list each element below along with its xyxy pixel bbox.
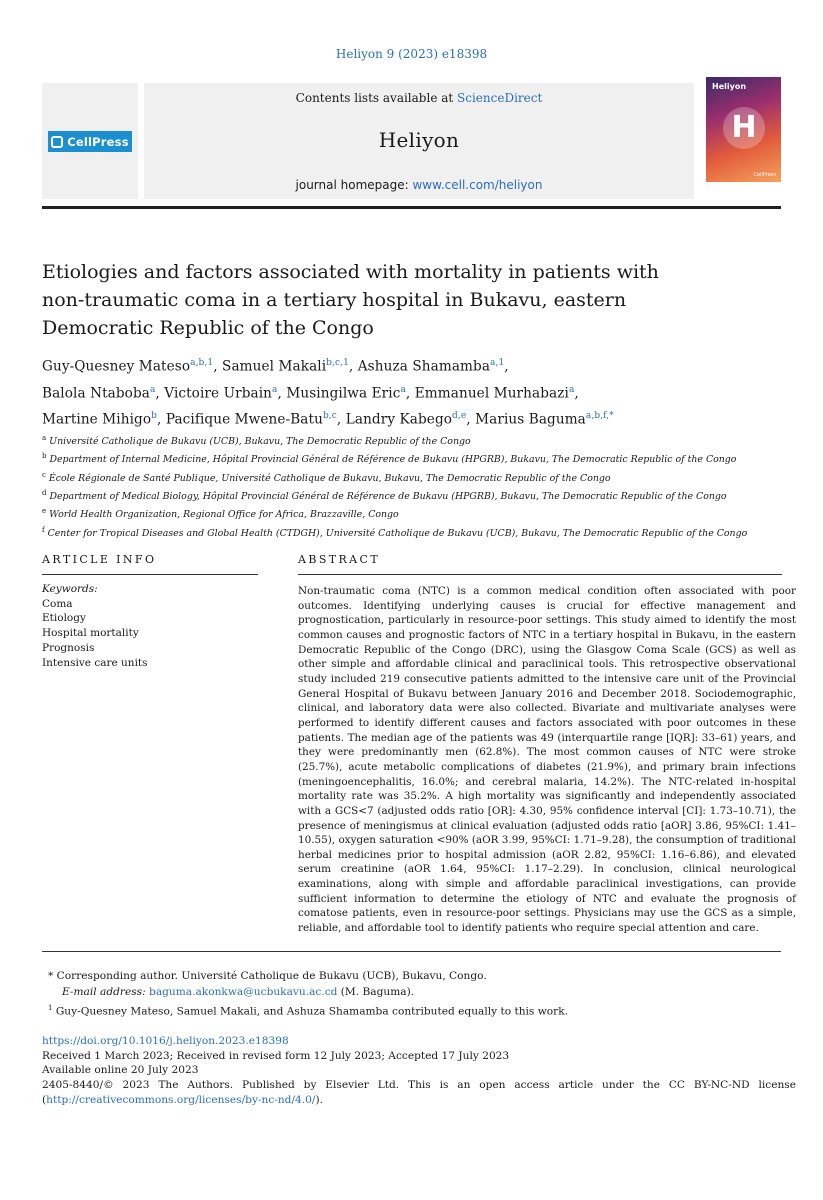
title-line: Etiologies and factors associated with mortality in patients with <box>42 261 659 283</box>
corresponding-author-note <box>48 968 768 984</box>
affiliation-key: c <box>42 470 46 479</box>
keyword: Intensive care units <box>42 656 148 669</box>
abstract-heading: ABSTRACT <box>298 553 381 566</box>
paren-open: ( <box>42 1093 47 1106</box>
author-line: Guy-Quesney Mateso$^{a,b,1}$, Samuel Makali$^{b,c,1}$, Ashuza Shamamba$^{a,1}$, <box>42 358 509 375</box>
corresponding-text: Corresponding author. Université Catholique de Bukavu (UCB), Bukavu, Congo. <box>56 970 487 982</box>
title-line: non-traumatic coma in a tertiary hospital in Bukavu, eastern <box>42 289 627 311</box>
doi-link[interactable]: https://doi.org/10.1016/j.heliyon.2023.e18398 <box>42 1035 289 1047</box>
license-line: 2405-8440/© 2023 The Authors. Published by Elsevier Ltd. This is an open access article under the CC BY-NC-ND license <box>42 1079 796 1092</box>
journal-citation-link[interactable]: Heliyon 9 (2023) e18398 <box>335 47 488 61</box>
author-affiliation-marks[interactable]: a <box>272 384 278 395</box>
author-affiliation-marks[interactable]: b,c <box>322 411 337 422</box>
contents-line <box>144 91 694 105</box>
equal-contribution-note <box>48 1000 768 1020</box>
cellpress-mark-icon <box>51 136 63 148</box>
email-label: E-mail address: <box>62 986 146 998</box>
footnote-mark: * <box>48 970 54 982</box>
abstract-divider <box>298 574 782 575</box>
author-name[interactable]: Pacifique Mwene-Batu <box>165 411 323 428</box>
homepage-link[interactable]: www.cell.com/heliyon <box>412 178 543 192</box>
author-affiliation-marks[interactable]: b,c,1 <box>326 358 349 368</box>
article-title <box>42 258 782 342</box>
keyword: Hospital mortality <box>42 627 139 640</box>
sciencedirect-link[interactable]: ScienceDirect <box>457 91 543 105</box>
cellpress-logo-text: CellPress <box>67 134 129 149</box>
affiliation <box>42 486 787 504</box>
email-link[interactable]: baguma.akonkwa@ucbukavu.ac.cd <box>149 986 338 998</box>
affiliation-key: a <box>42 434 47 442</box>
equal-contribution-text: Guy-Quesney Mateso, Samuel Makali, and Ashuza Shamamba contributed equally to this work. <box>55 1005 569 1018</box>
author-line: Balola Ntaboba$^a$, Victoire Urbain$^a$, Musingilwa Eric$^a$, Emmanuel Murhabazi$^a$, <box>42 384 579 402</box>
author-name[interactable]: Martine Mihigo <box>42 411 152 428</box>
homepage-line <box>144 178 694 192</box>
author-name[interactable]: Emmanuel Murhabazi <box>414 385 569 402</box>
journal-info-panel <box>144 83 694 199</box>
paren-close: ). <box>315 1093 323 1106</box>
author-name[interactable]: Victoire Urbain <box>164 385 273 402</box>
affiliation <box>42 449 787 467</box>
footnotes <box>48 968 768 1020</box>
affiliation <box>42 431 787 449</box>
email-note <box>48 984 768 1000</box>
author-name[interactable]: Musingilwa Eric <box>286 385 401 402</box>
article-metadata <box>42 1034 796 1108</box>
author-affiliation-marks[interactable]: a <box>568 384 575 395</box>
cover-title: Heliyon <box>712 82 747 91</box>
journal-cover-image <box>706 77 781 182</box>
cellpress-logo[interactable] <box>48 131 132 152</box>
author-name[interactable]: Guy-Quesney Mateso <box>42 358 191 375</box>
author-affiliation-marks[interactable]: a <box>400 384 406 395</box>
header-divider <box>42 206 781 209</box>
affiliation-list <box>42 431 787 541</box>
author-name[interactable]: Ashuza Shamamba <box>357 358 491 375</box>
title-line: Democratic Republic of the Congo <box>42 317 374 339</box>
online-date: Available online 20 July 2023 <box>42 1064 199 1077</box>
author-affiliation-marks[interactable]: a,1 <box>490 358 505 368</box>
keywords-label: Keywords: <box>42 583 98 595</box>
journal-name: Heliyon <box>378 128 460 152</box>
article-info-heading: ARTICLE INFO <box>42 553 157 566</box>
footnote-divider <box>42 951 781 952</box>
email-suffix: (M. Baguma). <box>340 986 415 998</box>
affiliation-text: Department of Internal Medicine, Hôpital Provincial Général de Référence de Bukavu (HPGRB), Bukavu, The Democratic Republic of the Congo <box>49 454 737 466</box>
footnote-mark: 1 <box>48 1004 53 1012</box>
affiliation-key: e <box>42 507 47 516</box>
affiliation-text: Department of Medical Biology, Hôpital Provincial Général de Référence de Bukavu (HPGRB), Bukavu, The Democratic Republic of the Congo <box>49 491 727 503</box>
keyword: Etiology <box>42 612 86 625</box>
author-line: Martine Mihigo$^b$, Pacifique Mwene-Batu$^{b,c}$, Landry Kabego$^{d,e}$, Marius Baguma$^{a,b,f,*}$ <box>42 411 614 428</box>
author-affiliation-marks[interactable]: a <box>149 384 156 395</box>
keywords-block <box>42 582 258 670</box>
received-dates: Received 1 March 2023; Received in revised form 12 July 2023; Accepted 17 July 2023 <box>42 1049 510 1062</box>
affiliation <box>42 523 787 541</box>
homepage-prefix: journal homepage: <box>295 178 413 192</box>
affiliation <box>42 468 787 486</box>
author-list <box>42 352 787 432</box>
author-affiliation-marks[interactable]: a,b,1 <box>190 358 214 368</box>
affiliation-text: Université Catholique de Bukavu (UCB), Bukavu, The Democratic Republic of the Congo <box>49 436 471 448</box>
article-info-divider <box>42 574 258 575</box>
affiliation-text: Center for Tropical Diseases and Global Health (CTDGH), Université Catholique de Bukavu (UCB), Bukavu, The Democratic Republic of the Congo <box>47 527 748 539</box>
cover-h-icon: H <box>723 107 765 149</box>
affiliation <box>42 504 787 522</box>
author-name[interactable]: Marius Baguma <box>475 411 586 428</box>
author-affiliation-marks[interactable]: b <box>151 411 157 422</box>
affiliation-key: f <box>42 525 45 534</box>
affiliation-text: World Health Organization, Regional Office for Africa, Brazzaville, Congo <box>49 509 399 521</box>
keyword: Coma <box>42 597 73 610</box>
keyword: Prognosis <box>42 641 95 654</box>
author-affiliation-marks[interactable]: d,e <box>452 411 467 422</box>
journal-header <box>42 83 781 203</box>
affiliation-text: École Régionale de Santé Publique, Université Catholique de Bukavu, Bukavu, The Democratic Republic of the Congo <box>48 472 611 484</box>
cover-brand: CellPress <box>753 172 776 178</box>
author-affiliation-marks[interactable]: a,b,f,* <box>585 411 614 422</box>
author-name[interactable]: Landry Kabego <box>345 411 453 428</box>
contents-prefix: Contents lists available at <box>295 91 458 105</box>
publisher-logo-panel <box>42 83 138 199</box>
affiliation-key: b <box>42 452 47 461</box>
affiliation-key: d <box>42 488 47 497</box>
license-url-line <box>42 1093 796 1108</box>
abstract-text: Non-traumatic coma (NTC) is a common medical condition often associated with poor outcomes. Identifying underlying causes is crucial for effective management and prognostication, particularly in resource-poor settings. This study aimed to identify the most common causes and prognostic factors of NTC in a tertiary hospital in Bukavu, in the eastern Democratic Republic of the Congo (DRC), using the Glasgow Coma Scale (GCS) as well as other simple and affordable clinical and paraclinical tools. This retrospective observational study included 219 consecutive patients admitted to the intensive care unit of the Provincial General Hospital of Bukavu between January 2016 and December 2018. Sociodemographic, clinical, and laboratory data were also collected. Bivariate and multivariate analyses were performed to identify different causes and factors associated with poor outcomes in these patients. The median age of the patients was 49 (interquartile range [IQR]: 33–61) years, and they were predominantly men (62.8%). The most common causes of NTC were stroke (25.7%), acute metabolic complications of diabetes (21.9%), and primary brain infections (meningoencephalitis, 16.0%; and cerebral malaria, 14.2%). The NTC-related in-hospital mortality rate was 35.2%. A high mortality was significantly and independently associated with a GCS<7 (adjusted odds ratio [OR]: 4.30, 95% confidence interval [CI]: 1.73–10.71), the presence of meningismus at clinical evaluation (adjusted odds ratio [aOR] 3.86, 95%CI: 1.41–10.55), oxygen saturation <90% (aOR 3.99, 95%CI: 1.71–9.28), the consumption of traditional herbal medicines prior to hospital admission (aOR 2.82, 95%CI: 1.16–6.86), and elevated serum creatinine (aOR 1.64, 95%CI: 1.17–2.29). In conclusion, clinical neurological examinations, along with simple and affordable paraclinical investigations, can provide sufficient information to determine the etiology of NTC and evaluate the prognosis of comatose patients, even in resource-poor settings. Physicians may use the GCS as a simple, reliable, and affordable tool to identify patients who require special attention and care. <box>298 585 796 935</box>
license-link[interactable]: http://creativecommons.org/licenses/by-nc-nd/4.0/ <box>46 1093 316 1106</box>
author-name[interactable]: Samuel Makali <box>222 358 327 375</box>
author-name[interactable]: Balola Ntaboba <box>42 385 150 402</box>
